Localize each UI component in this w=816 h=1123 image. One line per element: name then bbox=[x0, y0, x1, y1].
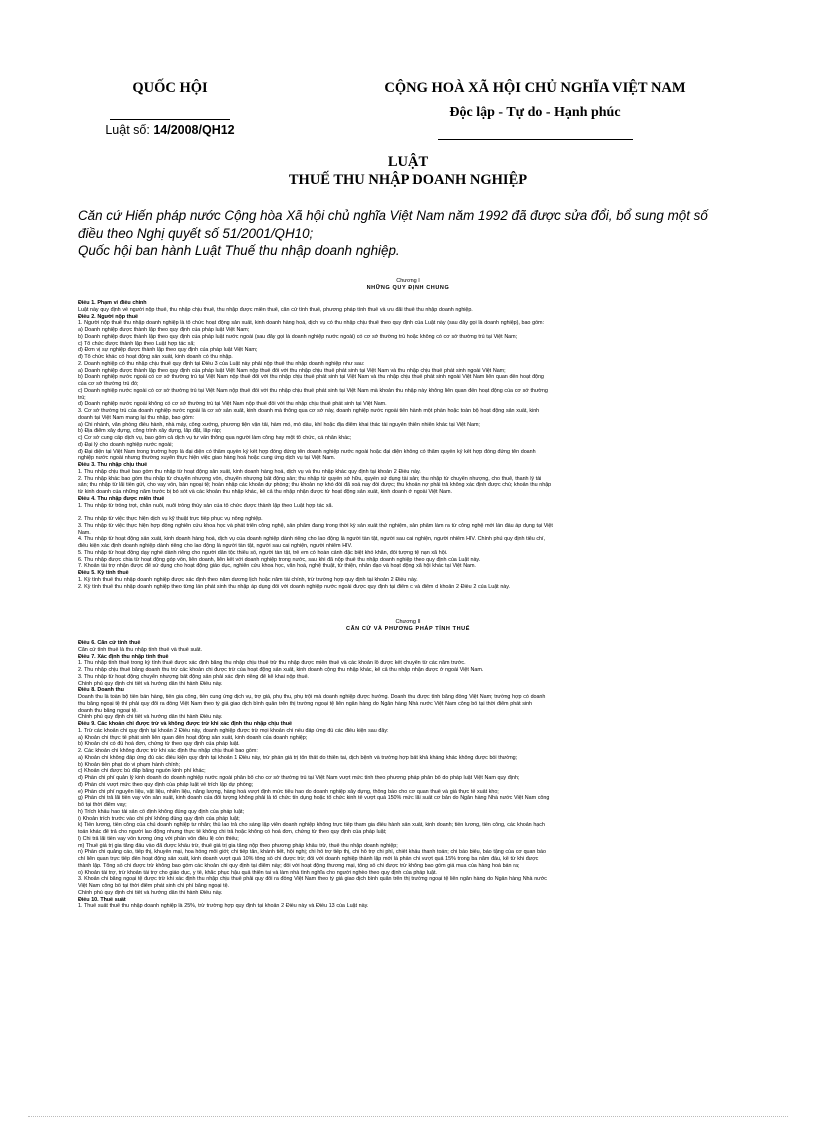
national-heading bbox=[340, 80, 730, 140]
body-line: trú; bbox=[78, 394, 86, 401]
chapter-2-label: Chương II bbox=[395, 619, 421, 625]
body-line: 1. Kỳ tính thuế thu nhập doanh nghiệp được xác định theo năm dương lịch hoặc năm tài chính, trừ trường hợp quy định tại khoản 2 Điều này. bbox=[78, 576, 418, 583]
body-line: điều kiện xác định doanh nghiệp dành riêng cho lao động là người tàn tật, người sau cai nghiện, người nhiễm HIV. bbox=[78, 543, 352, 549]
chapter-1-heading bbox=[0, 278, 816, 292]
body-line: d) Đơn vị sự nghiệp được thành lập theo quy định của pháp luật Việt Nam; bbox=[78, 347, 258, 354]
body-line: 1. Thu nhập tính thuế trong kỳ tính thuế được xác định bằng thu nhập chịu thuế trừ thu nhập được miễn thuế và các khoản lỗ được kết chuyển từ các năm trước. bbox=[78, 660, 466, 667]
body-line: doanh thu bằng ngoại tệ. bbox=[78, 707, 138, 714]
body-line: g) Phần chi trả lãi tiền vay vốn sản xuất, kinh doanh của đối tượng không phải là tổ chức tín dụng hoặc tổ chức kinh tế vượt quá 150% mức lãi suất cơ bản do Ngân hàng Nhà nước Việt Nam công bbox=[78, 795, 550, 802]
body-line: n) Phần chi quảng cáo, tiếp thị, khuyến mại, hoa hồng môi giới; chi tiếp tân, khánh tiết, hội nghị; chi hỗ trợ tiếp thị, chi hỗ trợ chi phí, chiết khấu thanh toán; chi báo biếu, báo tặng của cơ quan báo bbox=[78, 849, 546, 856]
body-line: 1. Trừ các khoản chi quy định tại khoản 2 Điều này, doanh nghiệp được trừ mọi khoản chi nếu đáp ứng đủ các điều kiện sau đây: bbox=[78, 727, 389, 734]
body-line: 6. Thu nhập được chia từ hoạt động góp vốn, liên doanh, liên kết với doanh nghiệp trong nước, sau khi đã nộp thuế thu nhập doanh nghiệp theo quy định của Luật này. bbox=[78, 556, 481, 563]
body-line: k) Tiền lương, tiền công của chủ doanh nghiệp tư nhân; thù lao trả cho sáng lập viên doanh nghiệp không trực tiếp tham gia điều hành sản xuất, kinh doanh; tiền lương, tiền công, các khoản hạch bbox=[78, 822, 545, 829]
body-line: của cơ sở thường trú đó; bbox=[78, 381, 139, 387]
body-line: b) Địa điểm xây dựng, công trình xây dựng, lắp đặt, lắp ráp; bbox=[78, 428, 222, 435]
chapter-1-title: NHỮNG QUY ĐỊNH CHUNG bbox=[366, 285, 450, 291]
body-line: c) Doanh nghiệp nước ngoài có cơ sở thường trú tại Việt Nam nộp thuế đối với thu nhập chịu thuế phát sinh tại Việt Nam mà khoản thu nhập này không liên quan đến hoạt động của cơ sở thường bbox=[78, 387, 548, 394]
body-line: b) Doanh nghiệp nước ngoài có cơ sở thường trú tại Việt Nam nộp thuế đối với thu nhập chịu thuế phát sinh tại Việt Nam và thu nhập chịu thuế phát sinh ngoài Việt Nam liên quan đến hoạt động bbox=[78, 374, 544, 381]
body-line: h) Trích khấu hao tài sản cố định không đúng quy định của pháp luật; bbox=[78, 808, 244, 815]
body-line: m) Thuế giá trị gia tăng đầu vào đã được khấu trừ, thuế giá trị gia tăng nộp theo phương pháp khấu trừ, thuế thu nhập doanh nghiệp; bbox=[78, 842, 398, 849]
body-line: i) Khoản trích trước vào chi phí không đúng quy định của pháp luật; bbox=[78, 815, 240, 822]
document-title: THUẾ THU NHẬP DOANH NGHIỆP bbox=[288, 172, 528, 188]
law-number-prefix: Luật số: bbox=[105, 123, 154, 137]
body-line: 7. Khoản tài trợ nhận được để sử dụng cho hoạt động giáo dục, nghiên cứu khoa học, văn hoá, nghệ thuật, từ thiện, nhân đạo và hoạt động xã hội khác tại Việt Nam. bbox=[78, 563, 476, 570]
chapter-2-title: CĂN CỨ VÀ PHƯƠNG PHÁP TÍNH THUẾ bbox=[346, 626, 470, 632]
preamble bbox=[78, 207, 738, 260]
body-line: Việt Nam công bố tại thời điểm phát sinh chi phí bằng ngoại tệ. bbox=[78, 883, 230, 889]
article-heading: Điều 6. Căn cứ tính thuế bbox=[78, 640, 141, 646]
article-heading: Điều 3. Thu nhập chịu thuế bbox=[78, 462, 148, 468]
national-motto: Độc lập - Tự do - Hạnh phúc bbox=[449, 105, 621, 120]
body-line: a) Doanh nghiệp được thành lập theo quy định của pháp luật Việt Nam nộp thuế đối với thu nhập chịu thuế phát sinh tại Việt Nam và thu nhập chịu thuế phát sinh ngoài Việt Nam; bbox=[78, 367, 506, 374]
body-line: 3. Thu nhập từ việc thực hiện hợp đồng nghiên cứu khoa học và phát triển công nghệ, sản phẩm đang trong thời kỳ sản xuất thử nghiệm, sản phẩm làm ra từ công nghệ mới lần đầu áp dụng tại Việt bbox=[78, 522, 553, 529]
body-line: 3. Khoản chi bằng ngoại tệ được trừ khi xác định thu nhập chịu thuế phải quy đổi ra đồng Việt Nam theo tỷ giá giao dịch bình quân trên thị trường ngoại tệ liên ngân hàng do Ngân hàng Nhà nước bbox=[78, 876, 547, 883]
issuer-block bbox=[90, 80, 250, 137]
body-line: 2. Thu nhập chịu thuế bằng doanh thu trừ các khoản chi được trừ của hoạt động sản xuất, kinh doanh cộng thu nhập khác, kể cả thu nhập nhận được ở ngoài Việt Nam. bbox=[78, 667, 484, 673]
body-line bbox=[78, 509, 740, 516]
body-line: 3. Cơ sở thường trú của doanh nghiệp nước ngoài là cơ sở sản xuất, kinh doanh mà thông qua cơ sở này, doanh nghiệp nước ngoài tiến hành một phần hoặc toàn bộ hoạt động sản xuất, kinh bbox=[78, 408, 540, 414]
article-heading: Điều 2. Người nộp thuế bbox=[78, 313, 138, 320]
body-line: b) Khoản tiền phạt do vi phạm hành chính; bbox=[78, 761, 180, 768]
body-line: Chính phủ quy định chi tiết và hướng dẫn thi hành Điều này. bbox=[78, 680, 223, 687]
body-line: Chính phủ quy định chi tiết và hướng dẫn thi hành Điều này. bbox=[78, 714, 223, 721]
preamble-line: Căn cứ Hiến pháp nước Cộng hòa Xã hội chủ nghĩa Việt Nam năm 1992 đã được sửa đổi, bổ sung một số bbox=[78, 208, 708, 223]
body-line: c) Khoản chi được bù đắp bằng nguồn kinh phí khác; bbox=[78, 768, 206, 775]
body-line: b) Doanh nghiệp được thành lập theo quy định của pháp luật nước ngoài (sau đây gọi là doanh nghiệp nước ngoài) có cơ sở thường trú hoặc không có cơ sở thường trú tại Việt Nam; bbox=[78, 333, 517, 340]
body-line: o) Khoản tài trợ, trừ khoản tài trợ cho giáo dục, y tế, khắc phục hậu quả thiên tai và làm nhà tình nghĩa cho người nghèo theo quy định của pháp luật. bbox=[78, 869, 437, 876]
body-line: từ kinh doanh của những năm trước bị bỏ sót và các khoản thu nhập khác, kể cả thu nhập nhận được từ hoạt động sản xuất, kinh doanh ở ngoài Việt Nam. bbox=[78, 489, 452, 495]
article-heading: Điều 8. Doanh thu bbox=[78, 687, 124, 694]
body-line: đ) Phần chi vượt mức theo quy định của pháp luật về trích lập dự phòng; bbox=[78, 781, 254, 788]
body-line: 2. Thu nhập từ việc thực hiện dịch vụ kỹ thuật trực tiếp phục vụ nông nghiệp. bbox=[78, 516, 263, 522]
body-line: a) Khoản chi thực tế phát sinh liên quan đến hoạt động sản xuất, kinh doanh của doanh nghiệp; bbox=[78, 734, 308, 741]
body-line: Chính phủ quy định chi tiết và hướng dẫn thi hành Điều này. bbox=[78, 889, 223, 896]
article-heading: Điều 4. Thu nhập được miễn thuế bbox=[78, 495, 165, 502]
document-type: LUẬT bbox=[387, 154, 429, 170]
chapter-1-body bbox=[78, 300, 740, 590]
body-line: 4. Thu nhập từ hoạt động sản xuất, kinh doanh hàng hoá, dịch vụ của doanh nghiệp dành riêng cho lao động là người tàn tật, người sau cai nghiện, người nhiễm HIV. Chính phủ quy định tiêu chí, bbox=[78, 536, 545, 543]
body-line: d) Doanh nghiệp nước ngoài không có cơ sở thường trú tại Việt Nam nộp thuế đối với thu nhập chịu thuế phát sinh tại Việt Nam. bbox=[78, 401, 387, 408]
body-line: 1. Thuế suất thuế thu nhập doanh nghiệp là 25%, trừ trường hợp quy định tại khoản 2 Điều này và Điều 13 của Luật này. bbox=[78, 903, 369, 910]
preamble-line: điều theo Nghị quyết số 51/2001/QH10; bbox=[78, 225, 314, 241]
body-line: b) Khoản chi có đủ hoá đơn, chứng từ theo quy định của pháp luật. bbox=[78, 741, 240, 748]
body-line: nghiệp nước ngoài nhưng thường xuyên thực hiện việc giao hàng hoá hoặc cung ứng dịch vụ tại Việt Nam. bbox=[78, 455, 336, 462]
page-bottom-border bbox=[28, 1116, 788, 1117]
chapter-2-heading bbox=[0, 619, 816, 633]
body-line: a) Doanh nghiệp được thành lập theo quy định của pháp luật Việt Nam; bbox=[78, 327, 250, 333]
body-line: e) Phần chi phí nguyên liệu, vật liệu, nhiên liệu, năng lượng, hàng hoá vượt định mức tiêu hao do doanh nghiệp xây dựng, thông báo cho cơ quan thuế và giá thực tế xuất kho; bbox=[78, 788, 499, 795]
article-heading: Điều 5. Kỳ tính thuế bbox=[78, 570, 129, 576]
body-line: đ) Tổ chức khác có hoạt động sản xuất, kinh doanh có thu nhập. bbox=[78, 354, 233, 360]
body-line: chí liên quan trực tiếp đến hoạt động sản xuất, kinh doanh vượt quá 10% tổng số chi được trừ; đối với doanh nghiệp thành lập mới là phần chi vượt quá 15% trong ba năm đầu, kể từ khi được bbox=[78, 856, 539, 862]
body-line: a) Chi nhánh, văn phòng điều hành, nhà máy, công xưởng, phương tiện vận tải, hầm mỏ, mỏ dầu, khí hoặc địa điểm khai thác tài nguyên thiên nhiên khác tại Việt Nam; bbox=[78, 421, 480, 428]
body-line: 2. Các khoản chi không được trừ khi xác định thu nhập chịu thuế bao gồm: bbox=[78, 748, 258, 754]
body-line: 2. Thu nhập khác bao gồm thu nhập từ chuyển nhượng vốn, chuyển nhượng bất động sản; thu nhập từ quyền sở hữu, quyền sử dụng tài sản; thu nhập từ chuyển nhượng, cho thuê, thanh lý tài bbox=[78, 475, 542, 482]
body-line: d) Phần chi phí quản lý kinh doanh do doanh nghiệp nước ngoài phân bổ cho cơ sở thường trú tại Việt Nam vượt mức tính theo phương pháp phân bổ do pháp luật Việt Nam quy định; bbox=[78, 775, 520, 781]
law-number bbox=[90, 123, 250, 137]
body-line: thành lập. Tổng số chi được trừ không bao gồm các khoản chi quy định tại điểm này; đối với hoạt động thương mại, tổng số chi được trừ không bao gồm giá mua của hàng hoá bán ra; bbox=[78, 862, 520, 869]
body-line: 2. Kỳ tính thuế thu nhập doanh nghiệp theo từng lần phát sinh thu nhập áp dụng đối với doanh nghiệp nước ngoài được quy định tại điểm c và điểm d khoản 2 Điều 2 của Luật này. bbox=[78, 583, 510, 590]
preamble-line: Quốc hội ban hành Luật Thuế thu nhập doanh nghiệp. bbox=[78, 243, 400, 258]
body-line: 1. Thu nhập chịu thuế bao gồm thu nhập từ hoạt động sản xuất, kinh doanh hàng hoá, dịch vụ và thu nhập khác quy định tại khoản 2 Điều này. bbox=[78, 468, 421, 475]
body-line: 1. Thu nhập từ trồng trọt, chăn nuôi, nuôi trồng thủy sản của tổ chức được thành lập theo Luật hợp tác xã. bbox=[78, 502, 333, 509]
article-heading: Điều 7. Xác định thu nhập tính thuế bbox=[78, 653, 169, 660]
body-line: Căn cứ tính thuế là thu nhập tính thuế và thuế suất. bbox=[78, 646, 202, 653]
body-line: Luật này quy định về người nộp thuế, thu nhập chịu thuế, thu nhập được miễn thuế, căn cứ tính thuế, phương pháp tính thuế và ưu đãi thuế thu nhập doanh nghiệp. bbox=[78, 306, 473, 313]
body-line: doanh tại Việt Nam mang lại thu nhập, bao gồm: bbox=[78, 414, 194, 421]
issuer-underline bbox=[110, 119, 230, 120]
article-heading: Điều 1. Phạm vi điều chỉnh bbox=[78, 300, 147, 306]
body-line: 2. Doanh nghiệp có thu nhập chịu thuế quy định tại Điều 3 của Luật này phải nộp thuế thu nhập doanh nghiệp như sau: bbox=[78, 360, 365, 367]
body-line: sản; thu nhập từ lãi tiền gửi, cho vay vốn, bán ngoại tệ; hoàn nhập các khoản dự phòng; thu khoản nợ khó đòi đã xoá nay đòi được; thu khoản nợ phải trả không xác định được chủ; khoản thu nhập bbox=[78, 482, 552, 489]
body-line: thu bằng ngoại tệ thì phải quy đổi ra đồng Việt Nam theo tỷ giá giao dịch bình quân trên thị trường ngoại tệ liên ngân hàng do Ngân hàng Nhà nước Việt Nam công bố tại thời điểm phát sinh bbox=[78, 700, 532, 707]
body-line: c) Tổ chức được thành lập theo Luật hợp tác xã; bbox=[78, 340, 195, 347]
issuer-name: QUỐC HỘI bbox=[132, 80, 208, 96]
body-line: đ) Đại diện tại Việt Nam trong trường hợp là đại diện có thẩm quyền ký kết hợp đồng đứng tên doanh nghiệp nước ngoài hoặc đại diện không có thẩm quyền ký kết hợp đồng đứng tên doanh bbox=[78, 448, 536, 455]
body-line: Doanh thu là toàn bộ tiền bán hàng, tiền gia công, tiền cung ứng dịch vụ, trợ giá, phụ thu, phụ trội mà doanh nghiệp được hưởng. Doanh thu được tính bằng đồng Việt Nam; trường hợp có doanh bbox=[78, 694, 546, 700]
body-line: bố tại thời điểm vay; bbox=[78, 802, 127, 808]
body-line: 3. Thu nhập từ hoạt động chuyển nhượng bất động sản phải xác định riêng để kê khai nộp thuế. bbox=[78, 673, 309, 680]
law-number-value: 14/2008/QH12 bbox=[153, 123, 235, 137]
article-heading: Điều 10. Thuế suất bbox=[78, 896, 126, 903]
motto-underline bbox=[438, 139, 633, 140]
body-line: 1. Người nộp thuế thu nhập doanh nghiệp là tổ chức hoạt động sản xuất, kinh doanh hàng hoá, dịch vụ có thu nhập chịu thuế theo quy định của Luật này (sau đây gọi là doanh nghiệp), bao gồm: bbox=[78, 320, 544, 327]
article-heading: Điều 9. Các khoản chi được trừ và không được trừ khi xác định thu nhập chịu thuế bbox=[78, 721, 292, 727]
body-line: a) Khoản chi không đáp ứng đủ các điều kiện quy định tại khoản 1 Điều này, trừ phần giá trị tổn thất do thiên tai, dịch bệnh và trường hợp bất khả kháng khác không được bồi thường; bbox=[78, 754, 518, 761]
body-line: 5. Thu nhập từ hoạt động dạy nghề dành riêng cho người dân tộc thiểu số, người tàn tật, trẻ em có hoàn cảnh đặc biệt khó khăn, đối tượng tệ nạn xã hội. bbox=[78, 549, 448, 556]
body-line: l) Chi trả lãi tiền vay vốn tương ứng với phần vốn điều lệ còn thiếu; bbox=[78, 835, 239, 842]
country-name: CỘNG HOÀ XÃ HỘI CHỦ NGHĨA VIỆT NAM bbox=[384, 80, 686, 96]
body-line: Nam. bbox=[78, 529, 91, 536]
body-line: c) Cơ sở cung cấp dịch vụ, bao gồm cả dịch vụ tư vấn thông qua người làm công hay một tổ chức, cá nhân khác; bbox=[78, 435, 352, 441]
chapter-2-body bbox=[78, 640, 740, 910]
chapter-1-label: Chương I bbox=[396, 278, 420, 284]
body-line: toán khác để trả cho người lao động nhưng thực tế không chi trả hoặc không có hoá đơn, chứng từ theo quy định của pháp luật; bbox=[78, 829, 387, 835]
body-line: d) Đại lý cho doanh nghiệp nước ngoài; bbox=[78, 441, 173, 448]
